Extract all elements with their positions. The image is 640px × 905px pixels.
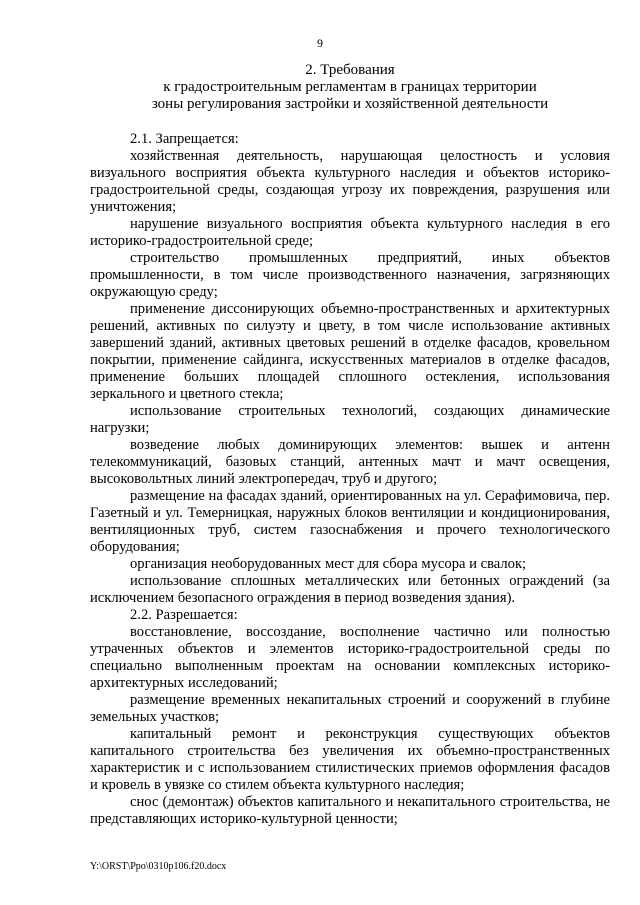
subsection-heading-allowed: 2.2. Разрешается: [130,607,238,623]
page-number: 9 [317,36,323,50]
paragraph: организация необорудованных мест для сбора мусора и свалок; [130,556,527,572]
paragraph: возведение любых доминирующих элементов: вышек и антенн телекоммуникаций, базовых станций, антенных мачт и мачт освещения, высоковольтных линий электропередач, труб и другого; [90,437,610,487]
paragraph: строительство промышленных предприятий, иных объектов промышленности, в том числе производственного назначения, загрязняющих окружающую среду; [90,250,610,300]
paragraph: размещение временных некапитальных строений и сооружений в глубине земельных участков; [90,692,610,725]
file-path-footer: Y:\ORST\Ppo\0310p106.f20.docx [90,861,227,872]
title-line-3: зоны регулирования застройки и хозяйственной деятельности [151,96,549,112]
document-body [90,131,610,828]
paragraph: хозяйственная деятельность, нарушающая целостность и условия визуального восприятия объекта культурного наследия и объектов историко-градостроительной среды, создающая угрозу их повреждения, разрушения или уничтожения; [90,148,610,215]
paragraph: нарушение визуального восприятия объекта культурного наследия в его историко-градостроительной среде; [90,216,610,249]
paragraph: применение диссонирующих объемно-пространственных и архитектурных решений, активных по силуэту и цвету, в том числе использование активных завершений зданий, активных цветовых решений в отделке фасадов, кровельном покрытии, применение сайдинга, искусственных материалов в отделке фасадов, применение больших площадей сплошного остекления, использования зеркального и цветного стекла; [90,301,610,402]
title-line-1: 2. Требования [305,62,395,78]
paragraph: использование строительных технологий, создающих динамические нагрузки; [90,403,610,436]
title-line-2: к градостроительным регламентам в границах территории [163,79,537,95]
paragraph: восстановление, воссоздание, восполнение частично или полностью утраченных объектов и элементов историко-градостроительной среды по специально выполненным проектам на основании комплексных историко-архитектурных исследований; [90,624,610,691]
paragraph: использование сплошных металлических или бетонных ограждений (за исключением безопасного ограждения в период возведения здания). [90,573,610,606]
paragraph: капитальный ремонт и реконструкция существующих объектов капитального строительства без увеличения их объемно-пространственных характеристик и с использованием стилистических приемов оформления фасадов и кровель в увязке со стилем объекта культурного наследия; [90,726,610,793]
paragraph: снос (демонтаж) объектов капитального и некапитального строительства, не представляющих историко-культурной ценности; [90,794,610,827]
section-title [90,62,610,113]
subsection-heading-prohibited: 2.1. Запрещается: [130,131,239,147]
paragraph: размещение на фасадах зданий, ориентированных на ул. Серафимовича, пер. Газетный и ул. Темерницкая, наружных блоков вентиляции и кондиционирования, вентиляционных труб, систем газоснабжения и прочего технологического оборудования; [90,488,610,555]
